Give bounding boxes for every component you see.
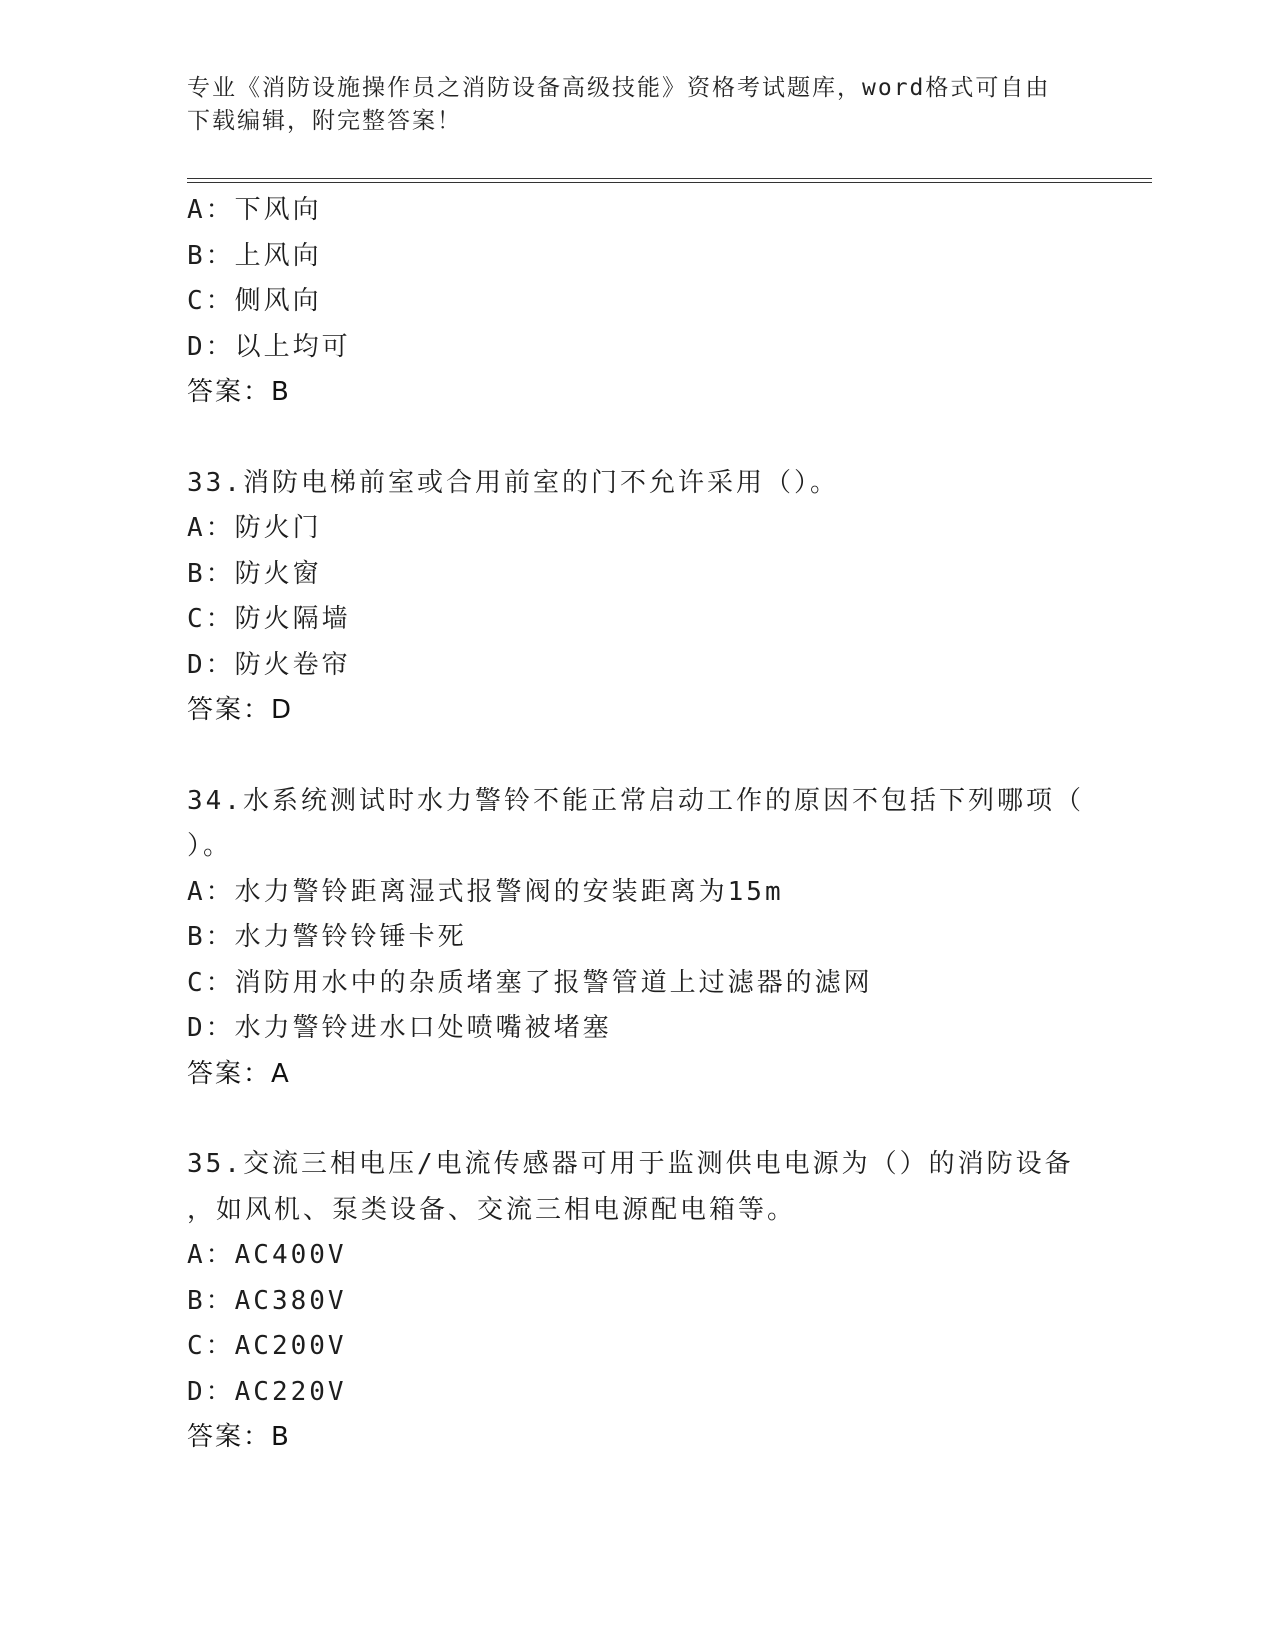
- option-a: A：水力警铃距离湿式报警阀的安装距离为15m: [187, 876, 784, 907]
- question-32: [187, 188, 1087, 416]
- option-b: B：防火窗: [187, 558, 322, 589]
- question-text-line-1: 35.交流三相电压/电流传感器可用于监测供电电源为（）的消防设备: [187, 1149, 1074, 1179]
- option-d: D：以上均可: [187, 331, 351, 362]
- option-c: C：侧风向: [187, 286, 322, 316]
- option-c: C：AC200V: [187, 1331, 347, 1361]
- option-d: D：防火卷帘: [187, 649, 351, 680]
- question-text-line-2: ）。: [187, 831, 233, 861]
- spacer: [187, 1097, 1087, 1142]
- option-b: B：上风向: [187, 240, 322, 271]
- header-divider-bottom: [187, 182, 1152, 183]
- question-text-line-2: ，如风机、泵类设备、交流三相电源配电箱等。: [187, 1194, 797, 1225]
- question-35: [187, 1142, 1087, 1461]
- question-34: [187, 779, 1087, 1098]
- option-c: C：防火隔墙: [187, 604, 351, 634]
- option-c: C：消防用水中的杂质堵塞了报警管道上过滤器的滤网: [187, 967, 873, 998]
- option-b: B：水力警铃铃锤卡死: [187, 922, 467, 952]
- option-a: A：防火门: [187, 513, 322, 543]
- answer: 答案：B: [187, 377, 291, 407]
- option-b: B：AC380V: [187, 1285, 347, 1316]
- question-text: 33.消防电梯前室或合用前室的门不允许采用（）。: [187, 467, 839, 498]
- answer: 答案：B: [187, 1422, 291, 1452]
- question-text-line-1: 34.水系统测试时水力警铃不能正常启动工作的原因不包括下列哪项（: [187, 785, 1084, 816]
- spacer: [187, 416, 1087, 461]
- question-33: [187, 461, 1087, 734]
- option-d: D：水力警铃进水口处喷嘴被堵塞: [187, 1013, 612, 1043]
- option-d: D：AC220V: [187, 1376, 347, 1407]
- header-divider-top: [187, 178, 1152, 179]
- answer: 答案：D: [187, 695, 294, 725]
- option-a: A：AC400V: [187, 1240, 347, 1270]
- spacer: [187, 734, 1087, 779]
- answer: 答案：A: [187, 1058, 291, 1089]
- document-header: 专业《消防设施操作员之消防设备高级技能》资格考试题库，word格式可自由下载编辑，附完整答案！: [187, 75, 1051, 134]
- question-list: [187, 188, 1087, 1461]
- option-a: A：下风向: [187, 195, 322, 225]
